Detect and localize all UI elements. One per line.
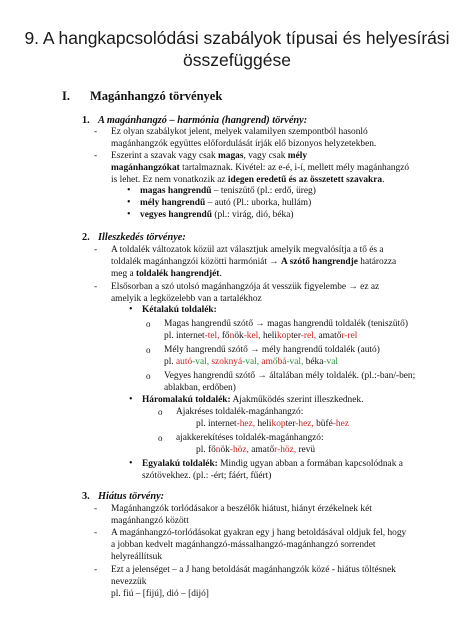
subheading-illeszkedes bbox=[82, 232, 186, 243]
text-run: is lehet. Ez nem vonatkozik az bbox=[111, 175, 228, 185]
text-line: amelyik a legközelebb van a tartalékhoz bbox=[111, 294, 262, 304]
text-run: . bbox=[219, 269, 222, 279]
text-line: a jobban kedvelt magánhangzó-mássalhangzó-magánhangzó sorrendet bbox=[111, 540, 376, 550]
text-line: Ez olyan szabálykot jelent, melyek valamilyen szempontból hasonló bbox=[111, 127, 368, 137]
text-run: ök bbox=[234, 331, 244, 341]
text-run: mély hangrendű toldalék (autó) bbox=[259, 345, 380, 355]
suffix-highlight: -val, bbox=[286, 357, 306, 367]
suffix-highlight: bá bbox=[277, 357, 287, 367]
text-run: általában mély toldalék. (pl.:-ban/-ben; bbox=[266, 371, 416, 381]
bullet-marker: • bbox=[127, 185, 131, 196]
sub-bullet-marker: o bbox=[146, 319, 151, 329]
text-line: magánhangzók együttes előfordulását írják elő bizonyos helyzetekben. bbox=[111, 139, 377, 149]
text-run: , vagy csak bbox=[243, 151, 288, 161]
text-run: ter bbox=[291, 331, 301, 341]
suffix-highlight: n bbox=[215, 445, 221, 455]
text-run: toldalék magánhangzói közötti harmóniát bbox=[111, 257, 270, 267]
text-line: magánhangzó között bbox=[111, 516, 189, 526]
example-line bbox=[196, 418, 349, 430]
bold-term: magas hangrendű bbox=[140, 186, 212, 196]
dash-marker: - bbox=[94, 504, 98, 514]
subheading-harmony bbox=[82, 115, 307, 126]
text-run: (pl.: virág, dió, béka) bbox=[211, 210, 294, 220]
section-heading bbox=[62, 89, 222, 104]
dash-marker: - bbox=[94, 528, 98, 538]
bold-term: vegyes hangrendű bbox=[140, 210, 212, 220]
suffix-highlight: -kel, bbox=[243, 331, 263, 341]
bold-term: A szótő hangrendje bbox=[281, 257, 358, 267]
bold-term: toldalék hangrendjét bbox=[136, 269, 220, 279]
text-line: szótövekhez. (pl.: -ért; fáért, fűért) bbox=[142, 471, 272, 481]
suffix-highlight: szoknyá bbox=[211, 357, 243, 367]
title-line-2: összefüggése bbox=[183, 50, 291, 70]
text-run: béka bbox=[305, 357, 324, 367]
text-run: Vegyes hangrendű szótő bbox=[164, 371, 258, 381]
text-run: magas hangrendű toldalék (teniszütő) bbox=[264, 319, 408, 329]
text-line bbox=[111, 150, 307, 162]
text-run: Elsősorban a szó utolsó magánhangzója át vesszük figyelembe bbox=[111, 282, 349, 292]
bold-term: Kétalakú toldalék: bbox=[142, 305, 217, 315]
dash-marker: - bbox=[94, 151, 98, 161]
text-run: heli bbox=[257, 419, 272, 429]
bold-term: magánhangzókat bbox=[111, 163, 180, 173]
list-item bbox=[140, 209, 293, 221]
subheading-label: A magánhangzó – harmónia (hangrend) törvény: bbox=[98, 115, 308, 126]
text-run: Magas hangrendű szótő bbox=[164, 319, 256, 329]
text-line bbox=[111, 162, 409, 174]
suffix-highlight: -tel, bbox=[204, 331, 222, 341]
list-item bbox=[142, 304, 217, 316]
text-run: pl. bbox=[164, 357, 176, 367]
suffix-highlight: -hez bbox=[332, 419, 349, 429]
text-line bbox=[111, 256, 396, 268]
subheading-number: 2. bbox=[82, 232, 90, 243]
list-item: Ajakréses toldalék-magánhangzó: bbox=[176, 407, 304, 417]
arrow-icon: → bbox=[348, 282, 358, 292]
suffix-highlight: -hez, bbox=[236, 419, 258, 429]
text-run: ter bbox=[285, 419, 296, 429]
title-line-1: 9. A hangkapcsolódási szabályok típusai és helyesírási bbox=[24, 28, 450, 48]
text-run: – teniszütő (pl.: erdő, üreg) bbox=[211, 186, 316, 196]
subheading-label: Illeszkedés törvénye: bbox=[98, 232, 186, 243]
subheading-label: Hiátus törvény: bbox=[98, 491, 165, 502]
text-run: tartalmaznak. Kivétel: az e-é, i-í, mellett mély magánhangzó bbox=[179, 163, 410, 173]
suffix-highlight: am bbox=[261, 357, 273, 367]
suffix-highlight: r-höz, bbox=[274, 445, 299, 455]
arrow-icon: → bbox=[255, 319, 265, 329]
suffix-highlight: autó bbox=[175, 357, 193, 367]
suffix-highlight: -val, bbox=[242, 357, 262, 367]
subheading-hiatus bbox=[82, 491, 164, 502]
example-line bbox=[196, 444, 315, 456]
text-line bbox=[111, 268, 222, 280]
arrow-icon: → bbox=[250, 345, 260, 355]
suffix-highlight: kop bbox=[271, 419, 286, 429]
subheading-number: 1. bbox=[82, 115, 90, 126]
text-run: pl. bbox=[196, 445, 208, 455]
text-run: pl. bbox=[196, 419, 208, 429]
text-run: internet bbox=[175, 331, 205, 341]
sub-bullet-marker: o bbox=[158, 407, 163, 417]
text-run: amatő bbox=[318, 331, 342, 341]
suffix-highlight: -rel, bbox=[300, 331, 319, 341]
bullet-marker: • bbox=[127, 209, 131, 220]
text-line: A toldalék változatok közül azt választjuk amelyik megvalósítja a tő és a bbox=[111, 245, 384, 255]
suffix-highlight: r-rel bbox=[341, 331, 358, 341]
bold-term: magas bbox=[217, 151, 244, 161]
list-item bbox=[142, 394, 363, 406]
list-item bbox=[140, 185, 316, 197]
sub-bullet-marker: o bbox=[146, 345, 151, 355]
list-item bbox=[164, 370, 415, 382]
text-run: Mély hangrendű szótő bbox=[164, 345, 251, 355]
suffix-highlight: -hez, bbox=[295, 419, 317, 429]
text-run: Mindig ugyan abban a formában kapcsolódnak a bbox=[217, 459, 403, 469]
suffix-highlight: -val bbox=[323, 357, 338, 367]
text-run: ök bbox=[220, 445, 230, 455]
bold-term: mély bbox=[287, 151, 308, 161]
example-line bbox=[164, 330, 357, 342]
list-item bbox=[142, 458, 403, 470]
text-run: . bbox=[382, 175, 385, 185]
text-run: ez az bbox=[357, 282, 380, 292]
text-line: Magánhangzók torlódásakor a beszélők hiátust, hiányt érzékelnek két bbox=[111, 504, 372, 514]
text-run: pl. bbox=[164, 331, 176, 341]
page-title bbox=[20, 27, 454, 71]
bullet-marker: • bbox=[129, 394, 133, 405]
suffix-highlight: -höz, bbox=[229, 445, 252, 455]
text-line: ablakban, erdőben) bbox=[164, 383, 236, 393]
bold-term: mély hangrendű bbox=[140, 198, 206, 208]
text-line: A magánhangzó-torlódásokat gyakran egy j hang betoldásával oldjuk fel, hogy bbox=[111, 528, 407, 538]
text-run: – autó (Pl.: uborka, hullám) bbox=[205, 198, 312, 208]
text-run: Ajakműködés szerint illeszkednek. bbox=[230, 395, 364, 405]
bold-term: Háromalakú toldalék: bbox=[142, 395, 231, 405]
text-run: határozza bbox=[357, 257, 397, 267]
list-item bbox=[140, 197, 311, 209]
text-line bbox=[111, 281, 379, 293]
text-run: revü bbox=[298, 445, 316, 455]
text-run: meg a bbox=[111, 269, 136, 279]
bullet-marker: • bbox=[127, 197, 131, 208]
arrow-icon: → bbox=[257, 371, 267, 381]
dash-marker: - bbox=[94, 127, 98, 137]
suffix-highlight: kop bbox=[277, 331, 292, 341]
suffix-highlight: n bbox=[229, 331, 235, 341]
text-run: Eszerint a szavak vagy csak bbox=[111, 151, 218, 161]
text-run: amatő bbox=[251, 445, 275, 455]
text-run: fő bbox=[207, 445, 216, 455]
text-run: fő bbox=[221, 331, 230, 341]
sub-bullet-marker: o bbox=[158, 433, 163, 443]
text-line: nevezzük bbox=[111, 577, 147, 587]
text-run: büfé bbox=[316, 419, 333, 429]
dash-marker: - bbox=[94, 565, 98, 575]
list-item bbox=[164, 344, 380, 356]
example-line bbox=[164, 356, 338, 368]
list-item: ajakkerekítéses toldalék-magánhangzó: bbox=[176, 433, 324, 443]
arrow-icon: → bbox=[269, 257, 279, 267]
text-line: pl. fiú – [fijú], dió – [dijó] bbox=[111, 589, 209, 599]
suffix-highlight: -val, bbox=[192, 357, 212, 367]
bullet-marker: • bbox=[129, 458, 133, 469]
text-run: heli bbox=[262, 331, 278, 341]
dash-marker: - bbox=[94, 245, 98, 255]
suffix-highlight: ő bbox=[272, 357, 278, 367]
list-item bbox=[164, 318, 408, 330]
section-number: I. bbox=[62, 89, 70, 103]
dash-marker: - bbox=[94, 282, 98, 292]
bullet-marker: • bbox=[129, 304, 133, 315]
text-run: internet bbox=[207, 419, 237, 429]
text-line: Ezt a jelenséget – a J hang betoldását magánhangzók közé - hiátus töltésnek bbox=[111, 565, 396, 575]
subheading-number: 3. bbox=[82, 491, 90, 502]
bold-term: Egyalakú toldalék: bbox=[142, 459, 218, 469]
sub-bullet-marker: o bbox=[146, 371, 151, 381]
bold-term: idegen eredetű és az összetett szavakra bbox=[227, 175, 383, 185]
section-label: Magánhangzó törvények bbox=[90, 89, 223, 103]
text-line: helyreállítsuk bbox=[111, 552, 163, 562]
